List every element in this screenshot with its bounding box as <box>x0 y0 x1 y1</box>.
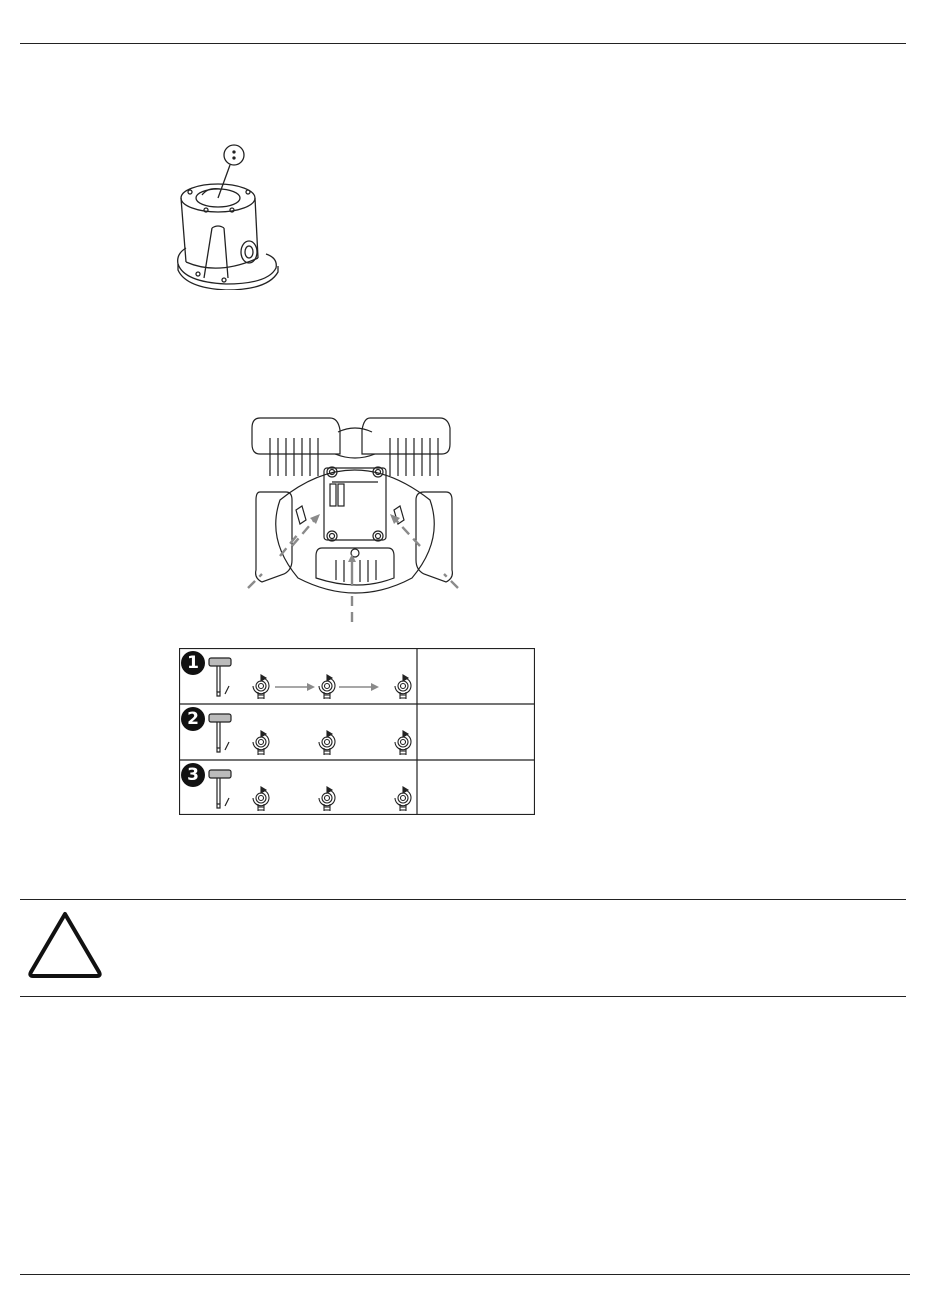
left-cooling-fins <box>270 438 318 476</box>
screw-rotate-icon <box>315 728 339 758</box>
sequence-row-3 <box>179 760 417 815</box>
screw-rotate-icon <box>249 672 273 702</box>
screw-rotate-icon <box>391 784 415 814</box>
housing-underside-illustration <box>240 410 470 625</box>
tightening-sequence-table <box>179 648 535 815</box>
step-badge: 1 <box>181 651 205 675</box>
hex-key-icon <box>207 656 239 700</box>
sequence-row-1 <box>179 648 417 704</box>
step-badge: 3 <box>181 763 205 787</box>
mount-base-drawing <box>172 140 287 290</box>
screw-rotate-icon <box>391 728 415 758</box>
front-fins <box>336 560 376 582</box>
caution-notice <box>20 900 906 996</box>
sequence-row-2-note-cell <box>418 705 534 760</box>
detail-callout-circle <box>224 145 244 165</box>
right-cooling-fins <box>390 438 438 476</box>
screw-rotate-icon <box>249 784 273 814</box>
arrow-right-icon <box>275 682 315 692</box>
sequence-row-1-note-cell <box>418 649 534 704</box>
arrow-right-icon <box>339 682 379 692</box>
step-badge: 2 <box>181 707 205 731</box>
caution-bottom-rule <box>20 996 906 997</box>
footer-rule <box>20 1274 910 1275</box>
screw-rotate-icon <box>315 784 339 814</box>
warning-triangle-icon <box>27 910 103 978</box>
screw-rotate-icon <box>315 672 339 702</box>
housing-underside-drawing <box>240 410 470 625</box>
hex-key-icon <box>207 712 239 756</box>
sequence-row-3-note-cell <box>418 761 534 814</box>
sequence-row-2 <box>179 704 417 760</box>
screw-rotate-icon <box>391 672 415 702</box>
screw-rotate-icon <box>249 728 273 758</box>
mount-base-illustration <box>172 140 287 290</box>
header-rule <box>20 43 906 44</box>
hex-key-icon <box>207 768 239 812</box>
